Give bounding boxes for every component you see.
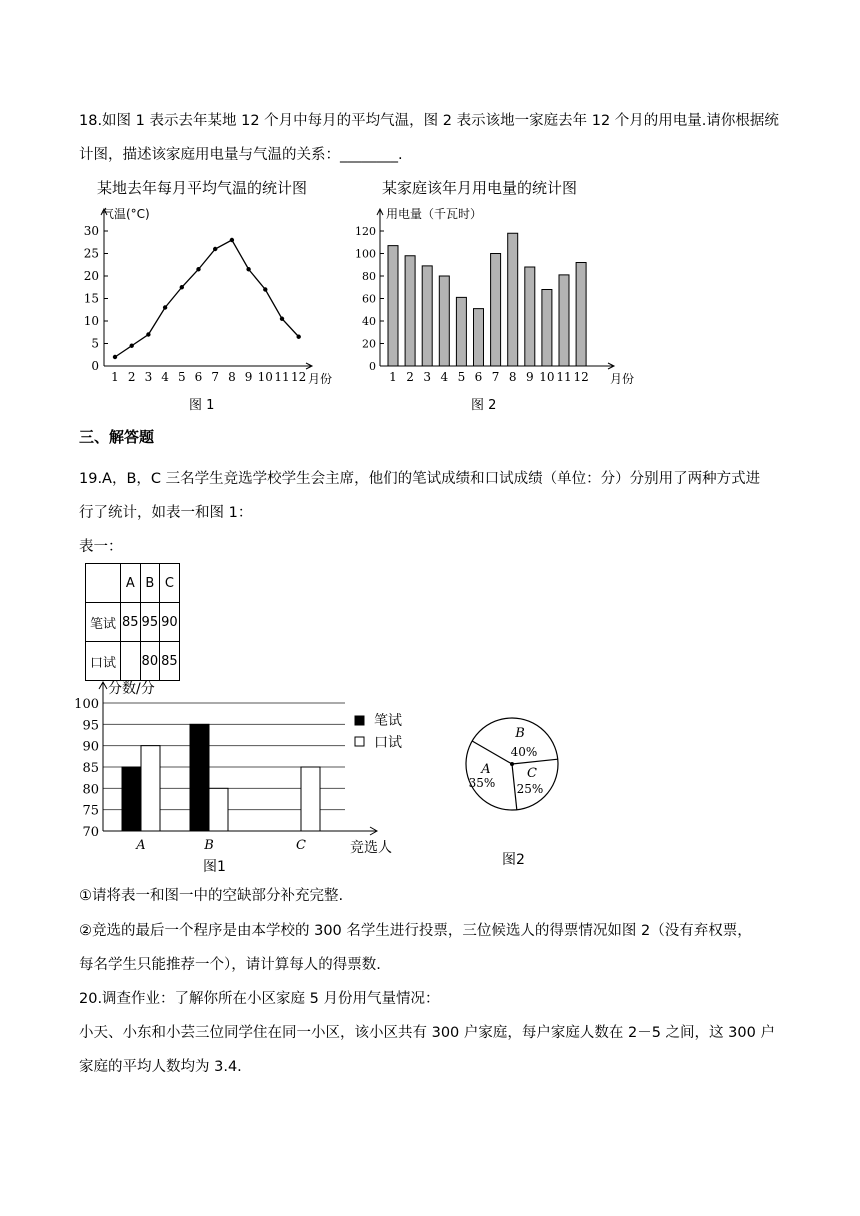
y-tick-label: 75	[82, 803, 99, 819]
x-tick-label: B	[204, 838, 214, 853]
data-point	[113, 355, 117, 359]
table-cell: B	[140, 564, 160, 603]
x-tick-label: 8	[508, 370, 517, 384]
chart4-caption: 图2	[502, 852, 525, 868]
x-tick-label: 4	[440, 370, 449, 384]
bar	[525, 267, 535, 366]
pie-percent-label: 25%	[516, 782, 544, 796]
chart2-ylabel: 用电量（千瓦时）	[386, 207, 483, 221]
x-tick-label: 1	[389, 370, 397, 384]
q18-line-1: 18.如图 1 表示去年某地 12 个月中每月的平均气温，图 2 表示该地一家庭去年 12 个月的用电量.请你根据统	[79, 113, 779, 129]
q19-line-1: 19.A，B，C 三名学生竞选学校学生会主席，他们的笔试成绩和口试成绩（单位：分）分别用了两种方式进	[79, 471, 761, 487]
q18-line-2: 计图，描述该家庭用电量与气温的关系：________.	[79, 147, 403, 163]
q20-line-3: 家庭的平均人数均为 3.4.	[79, 1059, 242, 1075]
score-table	[85, 563, 180, 681]
legend-label-written: 笔试	[374, 713, 402, 729]
chart3-caption: 图1	[203, 859, 226, 875]
table-row	[86, 603, 180, 642]
pie-percent-label: 35%	[468, 776, 496, 790]
legend-swatch-written	[355, 716, 364, 725]
y-tick-label: 40	[362, 315, 376, 328]
pie-percent-label: 40%	[510, 745, 538, 759]
table-cell: C	[160, 564, 180, 603]
y-tick-label: 120	[355, 225, 376, 238]
table-cell: 口试	[86, 642, 121, 681]
y-tick-label: 5	[91, 336, 99, 351]
y-tick-label: 85	[82, 761, 99, 776]
data-point	[146, 332, 150, 336]
y-tick-label: 80	[362, 270, 376, 283]
q19-sub-2-line-2: 每名学生只能推荐一个），请计算每人的得票数.	[79, 957, 381, 973]
bar	[576, 263, 586, 367]
chart1-title: 某地去年每月平均气温的统计图	[97, 179, 308, 197]
q20-line-1: 20.调查作业：了解你所在小区家庭 5 月份用气量情况：	[79, 991, 440, 1007]
data-point	[213, 247, 217, 251]
x-tick-label: 9	[525, 370, 534, 384]
q20-line-2: 小天、小东和小芸三位同学住在同一小区，该小区共有 300 户家庭，每户家庭人数在 2－5 之间，这 300 户	[79, 1025, 775, 1041]
temperature-line	[115, 240, 299, 357]
pie-slice-label: B	[515, 726, 525, 741]
bar	[474, 309, 484, 366]
x-tick-label: 4	[161, 370, 169, 384]
x-tick-label: 1	[111, 370, 119, 384]
table-cell: 85	[121, 603, 141, 642]
data-point	[180, 285, 184, 289]
bar	[559, 275, 569, 366]
data-point	[163, 305, 167, 309]
bar	[209, 788, 228, 831]
x-tick-label: 12	[573, 370, 589, 384]
data-point	[263, 287, 267, 291]
x-tick-label: 3	[144, 370, 153, 384]
chart1-ylabel: 气温(°C)	[102, 207, 150, 221]
y-tick-label: 90	[82, 739, 99, 755]
data-point	[230, 238, 234, 242]
table-cell: 笔试	[86, 603, 121, 642]
legend-label-oral: 口试	[374, 735, 402, 751]
x-tick-label: 5	[457, 370, 466, 384]
bar	[388, 246, 398, 366]
chart2-xlabel: 月份	[610, 372, 635, 386]
y-tick-label: 20	[83, 269, 99, 283]
x-tick-label: 12	[291, 370, 307, 384]
q19-line-2: 行了统计，如表一和图 1：	[79, 505, 253, 521]
x-tick-label: 3	[423, 370, 432, 384]
temperature-line-chart	[80, 176, 350, 416]
y-tick-label: 30	[83, 224, 99, 238]
y-tick-label: 0	[91, 359, 99, 373]
x-tick-label: 10	[539, 370, 555, 384]
x-tick-label: 10	[257, 370, 273, 384]
chart1-caption: 图 1	[189, 398, 215, 413]
bar	[190, 724, 209, 831]
bar	[122, 767, 141, 831]
data-point	[196, 267, 200, 271]
x-tick-label: 2	[127, 370, 136, 384]
y-tick-label: 80	[82, 782, 99, 798]
vote-pie-chart	[460, 715, 570, 875]
x-tick-label: 6	[194, 370, 203, 384]
y-tick-label: 25	[83, 246, 99, 261]
x-tick-label: 2	[406, 370, 414, 384]
q19-sub-2-line-1: ②竞选的最后一个程序是由本学校的 300 名学生进行投票，三位候选人的得票情况如图 2（没有弃权票，	[79, 923, 752, 939]
chart3-ylabel: 分数/分	[108, 681, 155, 697]
legend-swatch-oral	[355, 737, 364, 746]
bar	[422, 266, 432, 366]
bar	[491, 254, 501, 367]
chart3-legend	[355, 713, 402, 751]
electricity-bar-chart	[352, 176, 642, 416]
chart1-xlabel: 月份	[308, 372, 333, 386]
table-cell: 90	[160, 603, 180, 642]
pie-slice-label: C	[527, 766, 537, 781]
data-point	[130, 344, 134, 348]
table-cell	[121, 642, 141, 681]
y-tick-label: 15	[83, 291, 99, 306]
section-3-title: 三、解答题	[79, 428, 155, 446]
y-tick-label: 20	[362, 337, 376, 351]
x-tick-label: 6	[474, 370, 483, 384]
table-caption: 表一：	[79, 539, 123, 555]
table-cell: 85	[160, 642, 180, 681]
y-tick-label: 0	[369, 360, 376, 373]
pie-center	[510, 762, 514, 766]
y-tick-label: 95	[82, 718, 99, 734]
score-bar-chart	[70, 676, 430, 876]
y-tick-label: 70	[82, 825, 99, 840]
data-point	[280, 317, 284, 321]
table-row	[86, 642, 180, 681]
x-tick-label: 7	[491, 370, 500, 384]
table-row	[86, 564, 180, 603]
x-tick-label: 11	[556, 370, 572, 384]
data-point	[246, 267, 250, 271]
x-tick-label: 8	[228, 370, 236, 384]
y-tick-label: 100	[74, 697, 99, 712]
x-tick-label: 7	[211, 370, 220, 384]
table-cell: 95	[140, 603, 160, 642]
bar	[405, 256, 415, 366]
q19-sub-1: ①请将表一和图一中的空缺部分补充完整.	[79, 888, 344, 904]
bar	[301, 767, 320, 831]
pie-slice-label: A	[481, 762, 491, 777]
x-tick-label: 11	[274, 370, 290, 384]
bar	[439, 276, 449, 366]
x-tick-label: 9	[244, 370, 253, 384]
x-tick-label: 5	[177, 370, 186, 384]
bar	[542, 290, 552, 367]
chart2-title: 某家庭该年月用电量的统计图	[382, 179, 578, 197]
data-point	[297, 335, 301, 339]
y-tick-label: 100	[355, 247, 376, 261]
x-tick-label: C	[296, 838, 306, 853]
table-cell	[86, 564, 121, 603]
chart2-caption: 图 2	[471, 398, 497, 413]
chart3-xlabel: 竞选人	[350, 840, 392, 856]
table-cell: A	[121, 564, 141, 603]
bar	[141, 746, 160, 831]
bar	[508, 233, 518, 366]
table-cell: 80	[140, 642, 160, 681]
bar	[456, 297, 466, 366]
y-tick-label: 10	[83, 314, 99, 328]
y-tick-label: 60	[362, 292, 376, 306]
x-tick-label: A	[136, 838, 146, 853]
